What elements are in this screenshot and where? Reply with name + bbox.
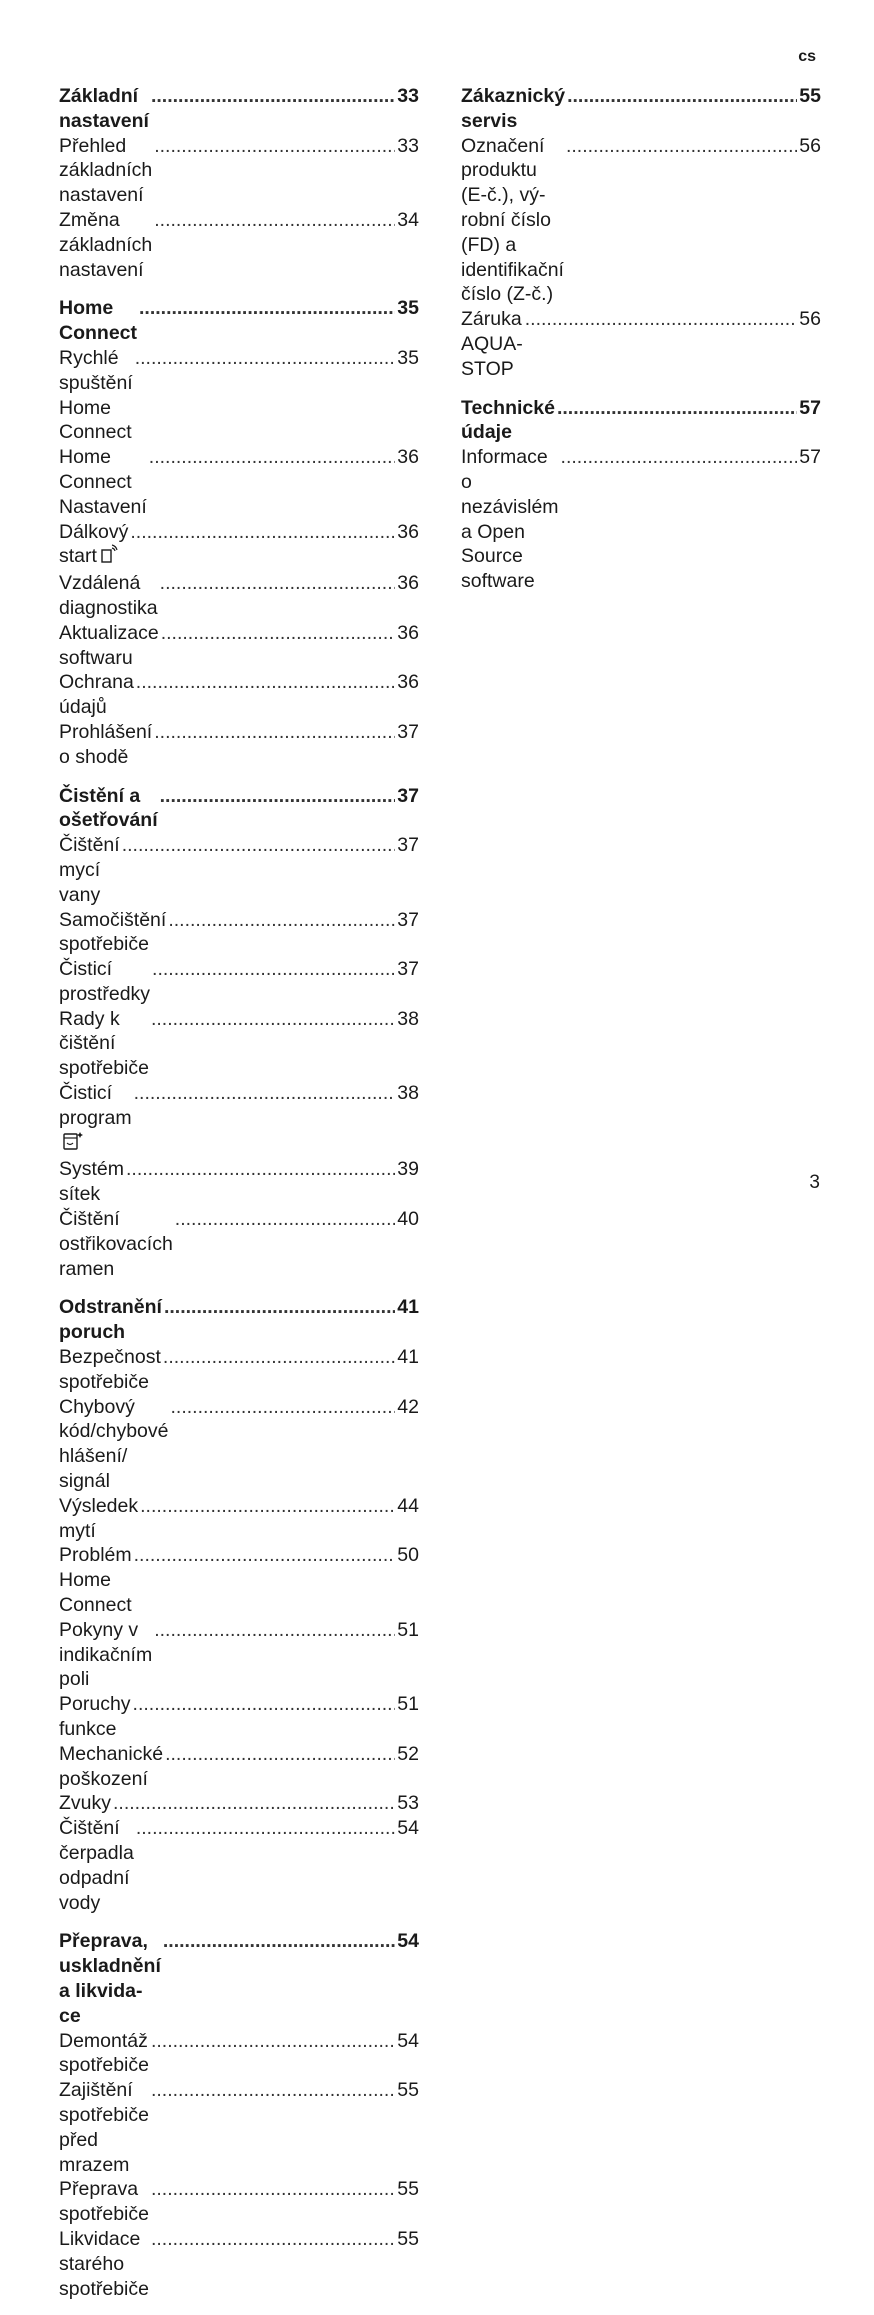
toc-entry-title	[59, 957, 150, 1007]
toc-section-heading[interactable]	[59, 296, 419, 346]
toc-entry-title	[59, 720, 152, 770]
toc-text: Home Connect Nastavení	[59, 446, 147, 518]
toc-text: Ochrana údajů	[59, 671, 134, 719]
toc-leader-dots	[134, 1081, 396, 1106]
toc-entry-title	[59, 1494, 138, 1544]
toc-page-number: 50	[397, 1544, 419, 1567]
toc-page-number: 36	[397, 621, 419, 644]
toc-entry[interactable]	[59, 2078, 419, 2177]
toc-text: Čištění mycí vany	[59, 834, 120, 906]
toc-entry[interactable]	[59, 833, 419, 907]
toc-text: Chybový kód/chybové hlášení/ signál	[59, 1395, 169, 1493]
toc-page-number: 38	[397, 1082, 419, 1105]
toc-entry[interactable]	[59, 1395, 419, 1494]
toc-leader-dots	[160, 784, 396, 809]
toc-leader-dots	[151, 2227, 395, 2252]
toc-page-number: 37	[397, 720, 419, 743]
toc-entry-title	[59, 1007, 149, 1081]
toc-entry-title	[59, 2177, 149, 2227]
toc-entry-title	[59, 1692, 131, 1742]
toc-text: Základní nastavení	[59, 85, 149, 132]
toc-entry[interactable]	[59, 2029, 419, 2079]
toc-section-title	[59, 1295, 162, 1345]
toc-entry[interactable]	[59, 1791, 419, 1816]
toc-leader-dots	[525, 307, 798, 332]
toc-entry[interactable]	[59, 1618, 419, 1692]
toc-page-number: 37	[397, 784, 419, 807]
toc-leader-dots	[130, 520, 395, 545]
toc-entry[interactable]	[59, 1543, 419, 1617]
toc-entry-title	[59, 2078, 149, 2177]
toc-page-number: 41	[397, 1296, 419, 1319]
toc-entry[interactable]	[461, 445, 821, 594]
toc-section-title	[461, 396, 555, 446]
toc-entry-title	[59, 833, 120, 907]
toc-entry[interactable]	[59, 1692, 419, 1742]
toc-page-number: 34	[397, 208, 419, 231]
toc-text: Likvidace starého spotřebiče	[59, 2227, 149, 2300]
toc-text: Záruka AQUA-STOP	[461, 308, 523, 380]
toc-entry[interactable]	[59, 670, 419, 720]
toc-page-number: 36	[397, 446, 419, 469]
toc-text: Informace o nezávislém a Open Source software	[461, 446, 559, 593]
toc-entry-title	[59, 1395, 168, 1494]
toc-page-number: 35	[397, 297, 419, 320]
toc-entry-title	[59, 1543, 132, 1617]
toc-section-title	[59, 84, 149, 134]
toc-page-number: 44	[397, 1494, 419, 1517]
toc-text: Technické údaje	[461, 396, 555, 444]
toc-leader-dots	[175, 1207, 396, 1232]
toc-text: Poruchy funkce	[59, 1693, 131, 1740]
toc-section-title	[59, 296, 137, 346]
toc-leader-dots	[168, 908, 395, 933]
toc-section-heading[interactable]	[461, 396, 821, 446]
toc-text: Zajištění spotřebiče před mrazem	[59, 2079, 149, 2176]
toc-leader-dots	[136, 1816, 395, 1841]
toc-leader-dots	[164, 1295, 395, 1320]
toc-entry-title	[59, 670, 134, 720]
toc-entry-title	[461, 134, 564, 308]
toc-entry-title	[59, 520, 128, 572]
toc-section	[59, 1929, 419, 2301]
toc-text: Výsledek mytí	[59, 1494, 139, 1542]
toc-entry[interactable]	[59, 1157, 419, 1207]
toc-leader-dots	[154, 134, 395, 159]
toc-text: Aktualizace softwaru	[59, 621, 159, 669]
toc-entry[interactable]	[59, 1494, 419, 1544]
toc-text: Přehled základních nastavení	[59, 134, 153, 207]
toc-section-heading[interactable]	[59, 784, 419, 834]
toc-entry-title	[59, 571, 158, 621]
toc-leader-dots	[154, 720, 395, 745]
toc-page-number: 41	[397, 1346, 419, 1369]
toc-page-number: 55	[397, 2079, 419, 2102]
toc-leader-dots	[126, 1157, 395, 1182]
toc-page-number: 35	[397, 346, 419, 369]
toc-text: Bezpečnost spotřebiče	[59, 1346, 161, 1393]
toc-entry[interactable]	[59, 1742, 419, 1792]
toc-column-right	[461, 84, 821, 608]
toc-page-number: 55	[799, 85, 821, 107]
toc-leader-dots	[151, 1007, 395, 1032]
toc-section	[461, 396, 821, 594]
toc-page-number: 56	[799, 308, 821, 331]
toc-page-number: 52	[397, 1742, 419, 1765]
toc-entry[interactable]	[59, 1345, 419, 1395]
toc-entry-title	[59, 1742, 163, 1792]
toc-leader-dots	[122, 833, 396, 858]
toc-leader-dots	[113, 1791, 395, 1816]
toc-leader-dots	[566, 134, 797, 159]
toc-page-number: 36	[397, 572, 419, 595]
toc-entry[interactable]	[59, 1816, 419, 1915]
toc-column-left	[59, 84, 419, 2315]
toc-section-title	[59, 1929, 161, 2028]
toc-text: Čištění čerpadla odpadní vody	[59, 1817, 134, 1914]
toc-entry-title	[59, 208, 152, 282]
toc-section	[59, 1295, 419, 1915]
toc-entry-title	[59, 1618, 152, 1692]
toc-page-number: 42	[397, 1395, 419, 1418]
toc-leader-dots	[136, 670, 396, 695]
toc-entry-title	[59, 445, 147, 519]
toc-entry[interactable]	[461, 307, 821, 381]
toc-leader-dots	[134, 1543, 396, 1568]
toc-entry[interactable]	[59, 520, 419, 572]
toc-text: Čisticí prostředky	[59, 958, 151, 1005]
toc-text: Přeprava, uskladnění a likvida- ce	[59, 1930, 161, 2027]
toc-text: Demontáž spotřebiče	[59, 2029, 149, 2077]
toc-section	[59, 84, 419, 282]
toc-page-number: 53	[397, 1792, 419, 1815]
toc-leader-dots	[140, 1494, 395, 1519]
toc-leader-dots	[561, 445, 798, 470]
toc-section-title	[461, 84, 565, 134]
cleaning-program-icon	[62, 1131, 84, 1158]
toc-entry[interactable]	[59, 208, 419, 282]
toc-page-number: 51	[397, 1693, 419, 1716]
toc-page-number: 33	[397, 85, 419, 107]
toc-text: Systém sítek	[59, 1158, 125, 1206]
toc-page-number: 36	[397, 671, 419, 694]
toc-page-number: 57	[799, 396, 821, 419]
toc-leader-dots	[135, 346, 396, 371]
toc-entry[interactable]	[59, 908, 419, 958]
toc-text: Rady k čištění spotřebiče	[59, 1007, 149, 1080]
toc-leader-dots	[163, 1929, 395, 1954]
toc-section	[461, 84, 821, 382]
toc-section	[59, 296, 419, 769]
toc-page-number: 56	[799, 134, 821, 157]
toc-page-number: 37	[397, 834, 419, 857]
toc-text: Vzdálená diagnostika	[59, 572, 158, 619]
toc-entry-title	[59, 134, 152, 208]
toc-text: Problém Home Connect	[59, 1544, 132, 1617]
toc-text: Rychlé spuštění Home Connect	[59, 346, 133, 444]
toc-page-number: 51	[397, 1618, 419, 1641]
page-number: 3	[809, 1172, 820, 1193]
toc-text: Přeprava spotřebiče	[59, 2178, 149, 2226]
remote-start-icon	[100, 544, 118, 571]
toc-page-number: 36	[397, 520, 419, 543]
toc-entry[interactable]	[59, 2177, 419, 2227]
toc-entry-title	[59, 346, 133, 445]
toc-section-heading[interactable]	[59, 1295, 419, 1345]
toc-leader-dots	[151, 84, 395, 109]
toc-page-number: 55	[397, 2227, 419, 2250]
toc-entry[interactable]	[59, 1081, 419, 1157]
toc-section-heading[interactable]	[59, 84, 419, 134]
toc-text: Prohlášení o shodě	[59, 720, 153, 768]
toc-leader-dots	[163, 1345, 395, 1370]
toc-entry[interactable]	[59, 134, 419, 208]
toc-entry[interactable]	[59, 571, 419, 621]
toc-entry-title	[59, 1791, 111, 1816]
toc-text: Označení produktu (E-č.), vý- robní číslo (FD) a identifikační číslo (Z-č.)	[461, 134, 564, 306]
toc-text: Home Connect	[59, 297, 137, 345]
toc-entry[interactable]	[59, 445, 419, 519]
toc-leader-dots	[133, 1692, 396, 1717]
toc-section-heading[interactable]	[59, 1929, 419, 2028]
toc-text: Změna základních nastavení	[59, 208, 153, 281]
toc-text: Čištění ostřikovacích ramen	[59, 1208, 173, 1280]
toc-entry[interactable]	[59, 957, 419, 1007]
toc-entry-title	[59, 2227, 149, 2301]
toc-text: Pokyny v indikačním poli	[59, 1618, 153, 1691]
toc-entry-title	[59, 908, 166, 958]
toc-entry[interactable]	[59, 346, 419, 445]
toc-text: Čistění a ošetřování	[59, 784, 158, 832]
toc-entry-title	[461, 307, 523, 381]
toc-text: Dálkový start	[59, 520, 129, 568]
toc-leader-dots	[567, 84, 797, 109]
toc-entry-title	[59, 2029, 149, 2079]
toc-leader-dots	[139, 296, 395, 321]
toc-leader-dots	[151, 2177, 395, 2202]
toc-leader-dots	[165, 1742, 395, 1767]
toc-text: Zákaznický servis	[461, 85, 566, 132]
toc-entry[interactable]	[59, 621, 419, 671]
toc-page-number: 57	[799, 446, 821, 469]
toc-page-number: 38	[397, 1007, 419, 1030]
toc-page-number: 54	[397, 1930, 419, 1953]
toc-entry-title	[59, 1157, 124, 1207]
toc-section-title	[59, 784, 158, 834]
language-code: cs	[798, 48, 816, 65]
toc-page-number: 33	[397, 134, 419, 157]
toc-leader-dots	[557, 396, 797, 421]
toc-leader-dots	[151, 2029, 395, 2054]
toc-entry[interactable]	[59, 2227, 419, 2301]
toc-section-heading[interactable]	[461, 84, 821, 134]
toc-entry-title	[59, 1345, 161, 1395]
toc-page-number: 54	[397, 1817, 419, 1840]
toc-entry[interactable]	[461, 134, 821, 308]
toc-text: Mechanické poškození	[59, 1742, 164, 1790]
toc-entry-title	[59, 1816, 134, 1915]
toc-entry[interactable]	[59, 720, 419, 770]
toc-leader-dots	[154, 208, 395, 233]
toc-text: Čisticí program	[59, 1082, 132, 1129]
toc-page-number: 37	[397, 958, 419, 981]
toc-leader-dots	[170, 1395, 395, 1420]
toc-leader-dots	[151, 2078, 395, 2103]
toc-section	[59, 784, 419, 1282]
toc-page-number: 55	[397, 2178, 419, 2201]
toc-text: Odstranění poruch	[59, 1296, 162, 1344]
toc-page-number: 40	[397, 1208, 419, 1231]
toc-entry[interactable]	[59, 1007, 419, 1081]
toc-entry-title	[461, 445, 559, 594]
toc-page-number: 54	[397, 2029, 419, 2052]
toc-text: Samočištění spotřebiče	[59, 908, 167, 956]
toc-page-number: 39	[397, 1158, 419, 1181]
toc-leader-dots	[149, 445, 396, 470]
toc-entry-title	[59, 1081, 132, 1157]
toc-leader-dots	[152, 957, 395, 982]
toc-entry[interactable]	[59, 1207, 419, 1281]
toc-text: Zvuky	[59, 1792, 112, 1815]
toc-page-number: 37	[397, 908, 419, 931]
toc-entry-title	[59, 621, 159, 671]
toc-leader-dots	[154, 1618, 395, 1643]
toc-entry-title	[59, 1207, 173, 1281]
toc-leader-dots	[161, 621, 396, 646]
toc-leader-dots	[160, 571, 396, 596]
